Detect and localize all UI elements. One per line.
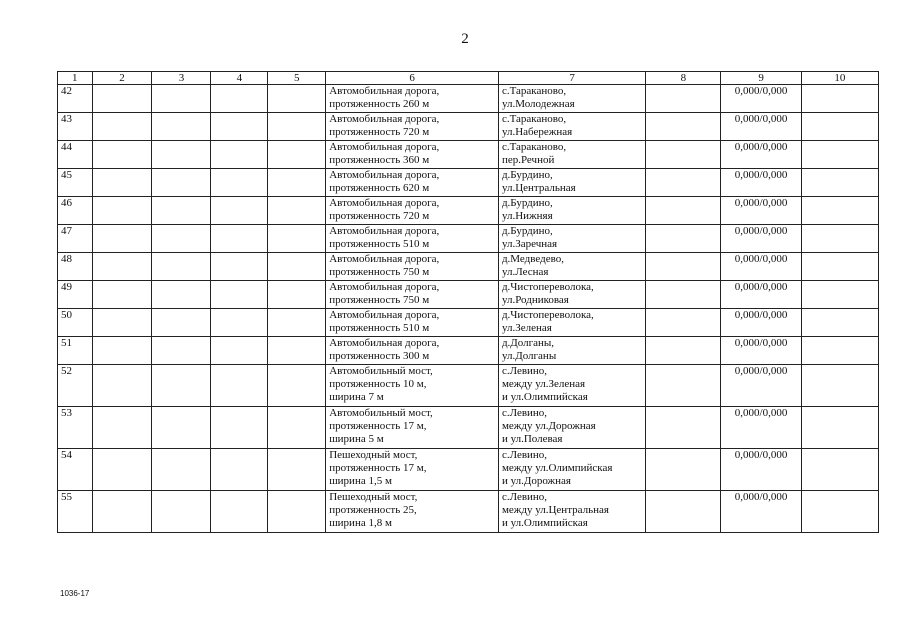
object-line: Автомобильная дорога, bbox=[329, 85, 440, 97]
object-name-cell bbox=[326, 253, 499, 281]
object-line: протяженность 17 м, bbox=[329, 462, 427, 474]
object-line: Автомобильная дорога, bbox=[329, 253, 440, 265]
empty-cell bbox=[646, 197, 721, 225]
value-cell: 0,000/0,000 bbox=[721, 337, 801, 365]
object-line: Автомобильная дорога, bbox=[329, 309, 440, 321]
object-name-cell bbox=[326, 85, 499, 113]
object-line: протяженность 750 м bbox=[329, 266, 430, 278]
column-header: 7 bbox=[498, 72, 645, 85]
column-header: 5 bbox=[268, 72, 326, 85]
empty-cell bbox=[92, 225, 152, 253]
object-name-cell bbox=[326, 337, 499, 365]
empty-cell bbox=[801, 225, 878, 253]
value-cell: 0,000/0,000 bbox=[721, 85, 801, 113]
empty-cell bbox=[152, 407, 211, 449]
object-line: Автомобильная дорога, bbox=[329, 113, 440, 125]
address-line: с.Тараканово, bbox=[501, 113, 567, 125]
address-cell bbox=[498, 85, 645, 113]
empty-cell bbox=[801, 407, 878, 449]
empty-cell bbox=[801, 113, 878, 141]
address-line: д.Бурдино, bbox=[501, 169, 553, 181]
empty-cell bbox=[646, 113, 721, 141]
object-line: протяженность 360 м bbox=[329, 154, 430, 166]
empty-cell bbox=[152, 85, 211, 113]
object-line: Автомобильная дорога, bbox=[329, 281, 440, 293]
empty-cell bbox=[152, 309, 211, 337]
empty-cell bbox=[211, 85, 268, 113]
empty-cell bbox=[801, 141, 878, 169]
empty-cell bbox=[211, 197, 268, 225]
column-header: 1 bbox=[58, 72, 93, 85]
value-cell: 0,000/0,000 bbox=[721, 169, 801, 197]
table-row bbox=[58, 449, 879, 491]
object-name-cell bbox=[326, 491, 499, 533]
empty-cell bbox=[152, 337, 211, 365]
row-number-cell: 45 bbox=[58, 169, 93, 197]
address-line: между ул.Центральная bbox=[501, 504, 609, 516]
address-line: ул.Лесная bbox=[501, 266, 549, 278]
address-line: между ул.Дорожная bbox=[501, 420, 596, 432]
value-cell: 0,000/0,000 bbox=[721, 407, 801, 449]
empty-cell bbox=[646, 407, 721, 449]
table-row bbox=[58, 169, 879, 197]
empty-cell bbox=[646, 309, 721, 337]
empty-cell bbox=[92, 281, 152, 309]
empty-cell bbox=[646, 365, 721, 407]
address-line: ул.Родниковая bbox=[501, 294, 569, 306]
object-line: протяженность 300 м bbox=[329, 350, 430, 362]
column-header: 6 bbox=[326, 72, 499, 85]
address-line: ул.Долганы bbox=[501, 350, 557, 362]
object-line: Автомобильная дорога, bbox=[329, 141, 440, 153]
value-cell: 0,000/0,000 bbox=[721, 449, 801, 491]
empty-cell bbox=[92, 491, 152, 533]
address-line: и ул.Полевая bbox=[501, 433, 563, 445]
object-line: протяженность 25, bbox=[329, 504, 417, 516]
empty-cell bbox=[801, 337, 878, 365]
empty-cell bbox=[211, 253, 268, 281]
property-registry-table bbox=[57, 71, 879, 533]
address-cell bbox=[498, 169, 645, 197]
empty-cell bbox=[801, 309, 878, 337]
empty-cell bbox=[92, 113, 152, 141]
empty-cell bbox=[152, 169, 211, 197]
empty-cell bbox=[801, 253, 878, 281]
value-cell: 0,000/0,000 bbox=[721, 141, 801, 169]
empty-cell bbox=[268, 449, 326, 491]
row-number-cell: 53 bbox=[58, 407, 93, 449]
empty-cell bbox=[211, 491, 268, 533]
document-code: 1036-17 bbox=[60, 589, 90, 598]
empty-cell bbox=[152, 141, 211, 169]
column-header: 8 bbox=[646, 72, 721, 85]
empty-cell bbox=[646, 141, 721, 169]
address-line: с.Левино, bbox=[501, 365, 548, 377]
empty-cell bbox=[92, 85, 152, 113]
empty-cell bbox=[268, 491, 326, 533]
empty-cell bbox=[92, 169, 152, 197]
empty-cell bbox=[801, 169, 878, 197]
empty-cell bbox=[801, 449, 878, 491]
table-row bbox=[58, 225, 879, 253]
address-cell bbox=[498, 141, 645, 169]
address-cell bbox=[498, 491, 645, 533]
address-line: д.Чистопереволока, bbox=[501, 281, 594, 293]
empty-cell bbox=[211, 309, 268, 337]
table-row bbox=[58, 281, 879, 309]
empty-cell bbox=[801, 365, 878, 407]
value-cell: 0,000/0,000 bbox=[721, 253, 801, 281]
empty-cell bbox=[646, 253, 721, 281]
object-line: Автомобильный мост, bbox=[329, 407, 433, 419]
object-name-cell bbox=[326, 449, 499, 491]
object-line: протяженность 260 м bbox=[329, 98, 430, 110]
row-number-cell: 52 bbox=[58, 365, 93, 407]
object-name-cell bbox=[326, 141, 499, 169]
object-name-cell bbox=[326, 197, 499, 225]
address-cell bbox=[498, 309, 645, 337]
object-line: протяженность 510 м bbox=[329, 238, 430, 250]
address-cell bbox=[498, 365, 645, 407]
empty-cell bbox=[268, 365, 326, 407]
empty-cell bbox=[92, 309, 152, 337]
empty-cell bbox=[211, 113, 268, 141]
empty-cell bbox=[152, 197, 211, 225]
table-row bbox=[58, 365, 879, 407]
object-name-cell bbox=[326, 225, 499, 253]
empty-cell bbox=[801, 281, 878, 309]
address-line: ул.Нижняя bbox=[501, 210, 553, 222]
table-body bbox=[58, 85, 879, 533]
empty-cell bbox=[152, 449, 211, 491]
empty-cell bbox=[646, 85, 721, 113]
empty-cell bbox=[92, 253, 152, 281]
empty-cell bbox=[801, 197, 878, 225]
row-number-cell: 51 bbox=[58, 337, 93, 365]
value-cell: 0,000/0,000 bbox=[721, 365, 801, 407]
address-cell bbox=[498, 253, 645, 281]
row-number-cell: 47 bbox=[58, 225, 93, 253]
empty-cell bbox=[801, 85, 878, 113]
table-row bbox=[58, 253, 879, 281]
table-row bbox=[58, 113, 879, 141]
object-line: протяженность 10 м, bbox=[329, 378, 427, 390]
empty-cell bbox=[268, 225, 326, 253]
object-name-cell bbox=[326, 309, 499, 337]
value-cell: 0,000/0,000 bbox=[721, 113, 801, 141]
object-line: протяженность 720 м bbox=[329, 126, 430, 138]
address-line: пер.Речной bbox=[501, 154, 555, 166]
empty-cell bbox=[801, 491, 878, 533]
table-row bbox=[58, 491, 879, 533]
address-line: д.Бурдино, bbox=[501, 197, 553, 209]
empty-cell bbox=[152, 225, 211, 253]
address-cell bbox=[498, 281, 645, 309]
object-line: протяженность 510 м bbox=[329, 322, 430, 334]
empty-cell bbox=[646, 449, 721, 491]
empty-cell bbox=[152, 253, 211, 281]
empty-cell bbox=[92, 337, 152, 365]
empty-cell bbox=[152, 281, 211, 309]
value-cell: 0,000/0,000 bbox=[721, 225, 801, 253]
empty-cell bbox=[646, 337, 721, 365]
empty-cell bbox=[268, 197, 326, 225]
address-cell bbox=[498, 407, 645, 449]
row-number-cell: 44 bbox=[58, 141, 93, 169]
row-number-cell: 50 bbox=[58, 309, 93, 337]
empty-cell bbox=[211, 365, 268, 407]
object-line: Автомобильная дорога, bbox=[329, 337, 440, 349]
empty-cell bbox=[268, 169, 326, 197]
empty-cell bbox=[268, 309, 326, 337]
empty-cell bbox=[92, 141, 152, 169]
address-cell bbox=[498, 225, 645, 253]
object-line: ширина 1,8 м bbox=[329, 517, 392, 529]
row-number-cell: 46 bbox=[58, 197, 93, 225]
value-cell: 0,000/0,000 bbox=[721, 197, 801, 225]
object-line: Пешеходный мост, bbox=[329, 449, 418, 461]
object-line: Автомобильная дорога, bbox=[329, 197, 440, 209]
empty-cell bbox=[268, 407, 326, 449]
address-line: с.Левино, bbox=[501, 491, 548, 503]
address-line: между ул.Олимпийская bbox=[501, 462, 613, 474]
address-line: и ул.Олимпийская bbox=[501, 391, 588, 403]
address-line: ул.Заречная bbox=[501, 238, 558, 250]
value-cell: 0,000/0,000 bbox=[721, 309, 801, 337]
address-cell bbox=[498, 197, 645, 225]
value-cell: 0,000/0,000 bbox=[721, 281, 801, 309]
empty-cell bbox=[92, 407, 152, 449]
empty-cell bbox=[92, 449, 152, 491]
address-line: с.Левино, bbox=[501, 449, 548, 461]
empty-cell bbox=[92, 197, 152, 225]
address-line: и ул.Олимпийская bbox=[501, 517, 588, 529]
table-row bbox=[58, 85, 879, 113]
empty-cell bbox=[211, 281, 268, 309]
object-line: Автомобильная дорога, bbox=[329, 225, 440, 237]
object-name-cell bbox=[326, 407, 499, 449]
empty-cell bbox=[211, 449, 268, 491]
address-cell bbox=[498, 113, 645, 141]
empty-cell bbox=[211, 225, 268, 253]
column-header: 2 bbox=[92, 72, 152, 85]
address-line: ул.Набережная bbox=[501, 126, 573, 138]
address-cell bbox=[498, 337, 645, 365]
row-number-cell: 55 bbox=[58, 491, 93, 533]
empty-cell bbox=[152, 113, 211, 141]
empty-cell bbox=[268, 113, 326, 141]
empty-cell bbox=[211, 169, 268, 197]
table-row bbox=[58, 309, 879, 337]
table-row bbox=[58, 337, 879, 365]
table-row bbox=[58, 407, 879, 449]
address-line: д.Долганы, bbox=[501, 337, 555, 349]
object-name-cell bbox=[326, 169, 499, 197]
address-cell bbox=[498, 449, 645, 491]
address-line: с.Левино, bbox=[501, 407, 548, 419]
row-number-cell: 48 bbox=[58, 253, 93, 281]
column-header: 4 bbox=[211, 72, 268, 85]
object-name-cell bbox=[326, 281, 499, 309]
object-line: Пешеходный мост, bbox=[329, 491, 418, 503]
column-number-row bbox=[58, 72, 879, 85]
empty-cell bbox=[268, 281, 326, 309]
value-cell: 0,000/0,000 bbox=[721, 491, 801, 533]
row-number-cell: 43 bbox=[58, 113, 93, 141]
object-line: Автомобильный мост, bbox=[329, 365, 433, 377]
object-line: протяженность 720 м bbox=[329, 210, 430, 222]
empty-cell bbox=[268, 85, 326, 113]
empty-cell bbox=[268, 141, 326, 169]
object-line: протяженность 750 м bbox=[329, 294, 430, 306]
address-line: с.Тараканово, bbox=[501, 141, 567, 153]
object-line: протяженность 17 м, bbox=[329, 420, 427, 432]
row-number-cell: 42 bbox=[58, 85, 93, 113]
page-number: 2 bbox=[461, 31, 469, 47]
object-name-cell bbox=[326, 113, 499, 141]
address-line: д.Чистопереволока, bbox=[501, 309, 594, 321]
address-line: ул.Зеленая bbox=[501, 322, 552, 334]
object-line: ширина 1,5 м bbox=[329, 475, 392, 487]
empty-cell bbox=[646, 491, 721, 533]
object-line: ширина 7 м bbox=[329, 391, 384, 403]
table-row bbox=[58, 197, 879, 225]
empty-cell bbox=[646, 225, 721, 253]
row-number-cell: 54 bbox=[58, 449, 93, 491]
object-line: ширина 5 м bbox=[329, 433, 384, 445]
empty-cell bbox=[152, 365, 211, 407]
address-line: д.Медведево, bbox=[501, 253, 564, 265]
empty-cell bbox=[211, 141, 268, 169]
empty-cell bbox=[646, 169, 721, 197]
empty-cell bbox=[268, 337, 326, 365]
object-line: Автомобильная дорога, bbox=[329, 169, 440, 181]
empty-cell bbox=[211, 337, 268, 365]
column-header: 10 bbox=[801, 72, 878, 85]
address-line: ул.Центральная bbox=[501, 182, 576, 194]
column-header: 3 bbox=[152, 72, 211, 85]
row-number-cell: 49 bbox=[58, 281, 93, 309]
object-line: протяженность 620 м bbox=[329, 182, 430, 194]
object-name-cell bbox=[326, 365, 499, 407]
address-line: и ул.Дорожная bbox=[501, 475, 571, 487]
column-header: 9 bbox=[721, 72, 801, 85]
address-line: д.Бурдино, bbox=[501, 225, 553, 237]
empty-cell bbox=[268, 253, 326, 281]
empty-cell bbox=[152, 491, 211, 533]
empty-cell bbox=[646, 281, 721, 309]
address-line: ул.Молодежная bbox=[501, 98, 575, 110]
empty-cell bbox=[92, 365, 152, 407]
empty-cell bbox=[211, 407, 268, 449]
address-line: между ул.Зеленая bbox=[501, 378, 586, 390]
table-row bbox=[58, 141, 879, 169]
address-line: с.Тараканово, bbox=[501, 85, 567, 97]
